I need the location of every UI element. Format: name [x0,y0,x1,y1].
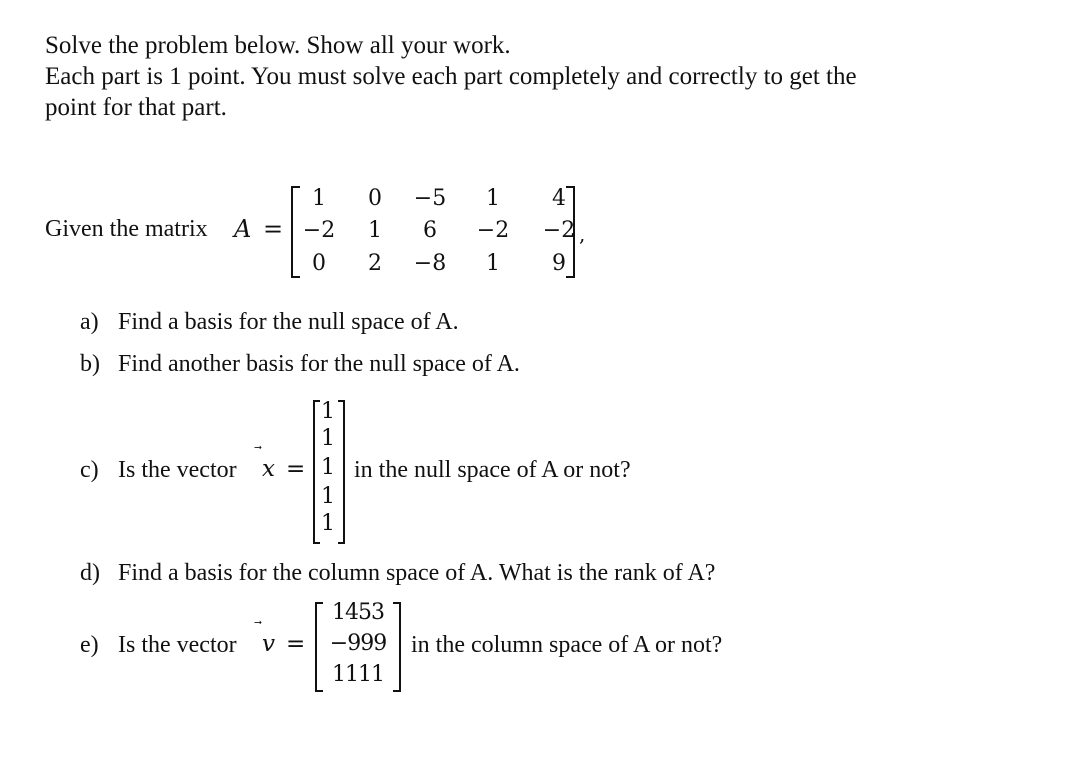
matrix-cell: 1 [368,218,382,243]
matrix-cell: 1 [486,186,500,211]
part-e-prefix: Is the vector [118,632,237,658]
vector-cell: 1 [321,511,335,536]
instructions-line-2: Each part is 1 point. You must solve each part completely and correctly to get the [45,63,857,90]
part-c-suffix: in the null space of A or not? [354,457,631,483]
vector-right-bracket [338,400,345,544]
vector-v-symbol: v [262,631,275,657]
instructions-line-3: point for that part. [45,94,227,121]
vector-cell: 1 [321,399,335,424]
part-c-label: c) [80,457,99,483]
matrix-symbol-a: A [234,215,252,243]
matrix-cell: −2 [542,218,576,243]
vector-cell: 1 [321,484,335,509]
part-e-label: e) [80,632,99,658]
vector-cell: 1 [321,455,335,480]
part-b-text: Find another basis for the null space of A. [118,351,520,377]
matrix-cell: 1 [486,251,500,276]
matrix-cell: 4 [552,186,566,211]
trailing-comma: , [579,222,586,246]
part-a-text: Find a basis for the null space of A. [118,309,459,335]
matrix-cell: 6 [423,218,437,243]
vector-cell: 1111 [332,662,384,687]
given-prefix: Given the matrix [45,216,208,242]
vector-x-symbol: x [262,456,275,482]
part-e-suffix: in the column space of A or not? [411,632,723,658]
part-a-label: a) [80,309,99,335]
vector-cell: −999 [329,631,387,656]
matrix-cell: −8 [413,251,447,276]
part-c-prefix: Is the vector [118,457,237,483]
matrix-cell: 2 [368,251,382,276]
matrix-cell: 9 [552,251,566,276]
part-d-label: d) [80,560,100,586]
matrix-cell: −2 [476,218,510,243]
matrix-cell: 0 [312,251,326,276]
instructions-line-1: Solve the problem below. Show all your work. [45,32,511,59]
matrix-cell: −2 [302,218,336,243]
vector-cell: 1 [321,426,335,451]
vector-right-bracket [393,602,401,692]
equals-sign: = [286,456,306,482]
equals-sign: = [263,215,284,243]
vector-cell: 1453 [332,600,384,625]
matrix-cell: 0 [368,186,382,211]
part-d-text: Find a basis for the column space of A. What is the rank of A? [118,560,716,586]
matrix-cell: 1 [312,186,326,211]
equals-sign: = [286,631,306,657]
matrix-cell: −5 [413,186,447,211]
vector-left-bracket [313,400,320,544]
part-b-label: b) [80,351,100,377]
